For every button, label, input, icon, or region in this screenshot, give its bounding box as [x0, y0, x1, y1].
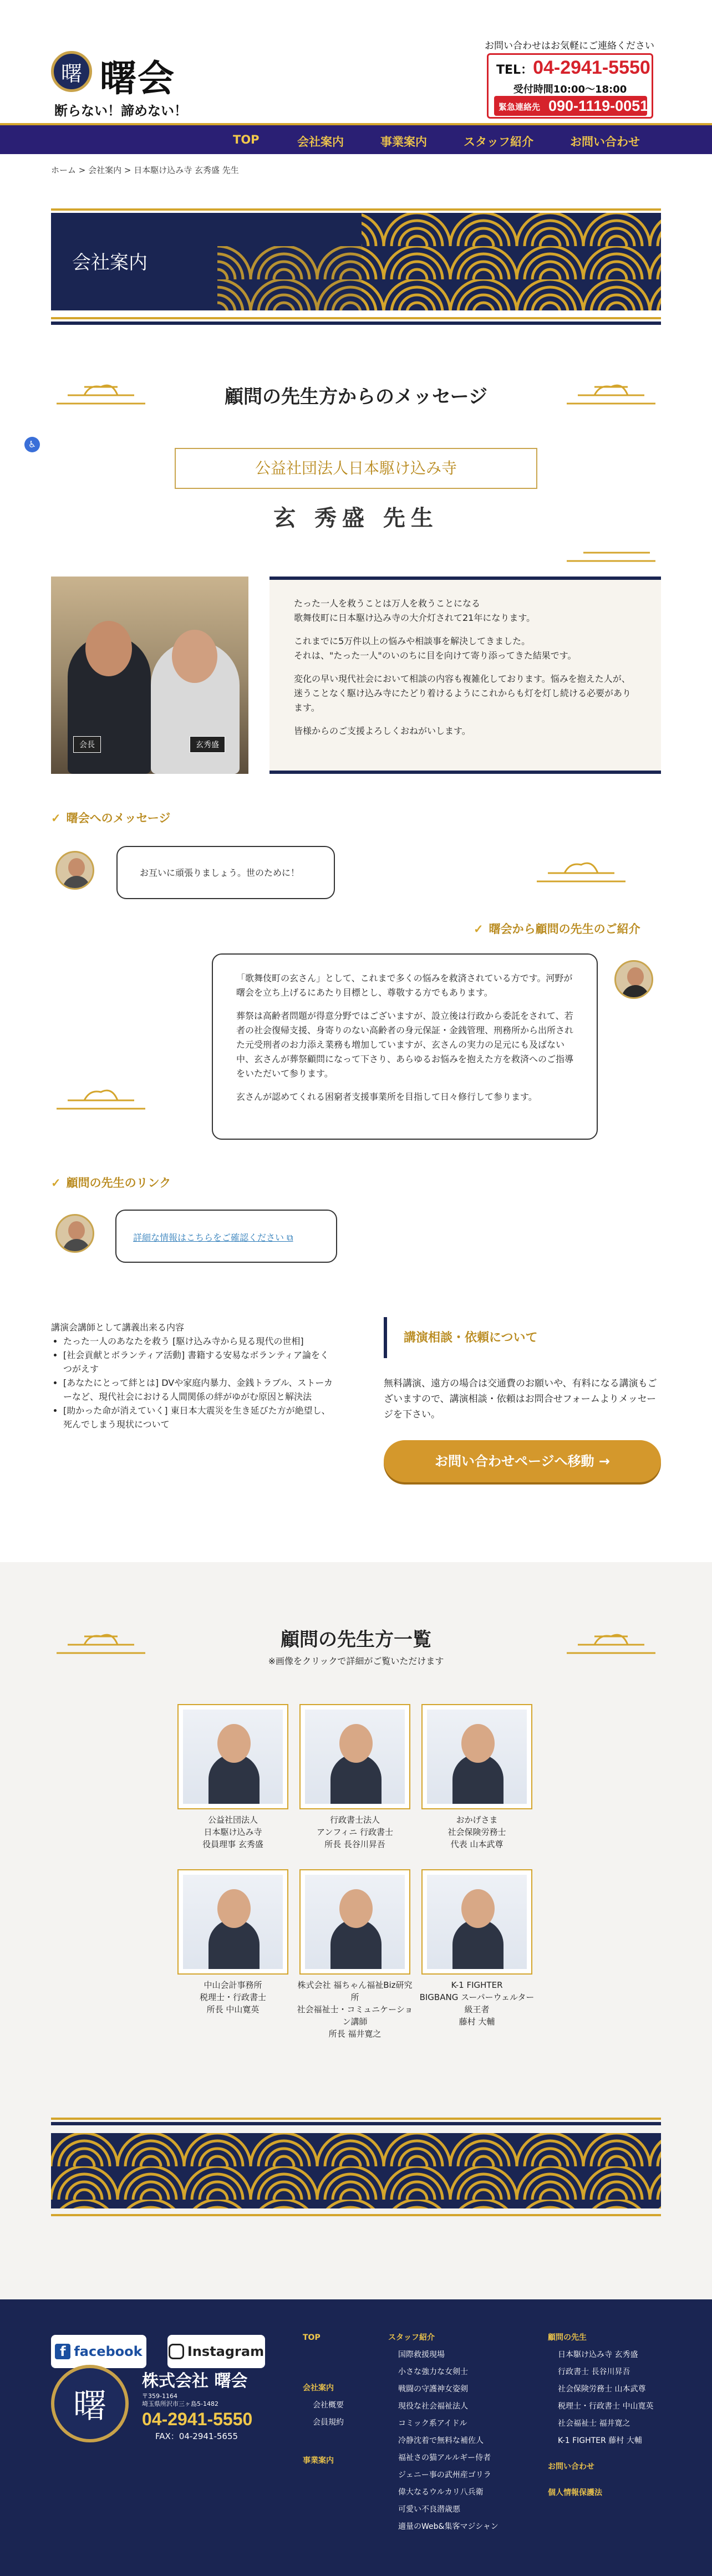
message-line-2: 歌舞伎町に日本駆け込み寺の大介灯されて21年になります。 [294, 613, 536, 623]
speech-bubble-link [115, 1210, 337, 1263]
lecture-topics [51, 1320, 334, 1431]
logo-text: 曙会 [100, 57, 175, 100]
contact-box [487, 53, 653, 119]
advisor-card[interactable] [299, 1704, 410, 1809]
footer-staff-link[interactable]: 国際救援現場 [398, 2350, 445, 2359]
site-header [0, 0, 712, 123]
bottom-rule-gold-2 [51, 2214, 661, 2216]
check-icon: ✓ [51, 811, 61, 825]
external-link-icon: ⧉ [287, 1232, 293, 1243]
footer-link-company[interactable]: 会社案内 [303, 2384, 334, 2393]
wave-pattern-bottom [51, 2133, 661, 2208]
banner-rule-top [51, 208, 661, 211]
advisor-caption[interactable]: K-1 FIGHTER BIGBANG スーパーウェルター級王者 藤村 大輔 [419, 1980, 535, 2027]
tel-label: TEL： [496, 63, 533, 77]
facebook-button[interactable]: f facebook [51, 2335, 146, 2368]
advisor-portrait [305, 1875, 405, 1969]
site-logo[interactable] [51, 45, 206, 118]
bottom-rule-navy [51, 2122, 661, 2125]
advisor-portrait [183, 1710, 283, 1804]
advisor-avatar-2 [55, 1214, 94, 1253]
heading-to-akebono: ✓ 曙会へのメッセージ [51, 811, 171, 825]
advisor-list-note: ※画像をクリックで詳細がご覧いただけます [268, 1656, 444, 1666]
business-hours: 受付時間10:00～18:00 [513, 84, 627, 95]
advisor-caption[interactable]: おかげさま 社会保険労務士 代表 山本武尊 [447, 1815, 506, 1849]
intro-para-3: 玄さんが認めてくれる困窮者支援事業所を目指して日々修行して参ります。 [236, 1091, 537, 1102]
breadcrumb[interactable]: ホーム > 会社案内 > 日本駆け込み寺 玄秀盛 先生 [51, 165, 239, 175]
advisor-caption[interactable]: 中山会計事務所 税理士・行政書士 所長 中山寛英 [199, 1980, 266, 2014]
advisor-avatar [55, 851, 94, 890]
person-right-head [172, 630, 217, 683]
cloud-ornament-right-2 [561, 533, 661, 572]
advisor-name: 玄 秀盛 先生 [273, 505, 439, 531]
footer-link-contact[interactable]: お問い合わせ [548, 2462, 594, 2471]
advisor-caption[interactable]: 行政書士法人 アンフィニ 行政書士 所長 長谷川昇吾 [317, 1815, 393, 1849]
advisor-card[interactable] [177, 1869, 288, 1975]
footer-staff-link[interactable]: 現役な社会福祉法人 [398, 2402, 468, 2411]
footer-advisor-link[interactable]: 社会保険労務士 山本武尊 [558, 2385, 646, 2394]
facebook-icon: f [55, 2344, 70, 2359]
inquiry-text: 無料講演、遠方の場合は交通費のお願いや、有料になる講演もございますので、講演相談・依頼はお問合せフォームよりメッセージを下さい。 [384, 1378, 657, 1420]
footer-advisor-link[interactable]: 税理士・行政書士 中山寛英 [558, 2402, 654, 2411]
footer-staff-link[interactable]: 冷静沈着で無料な補佐人 [398, 2436, 484, 2445]
intro-para-2: 葬祭は高齢者問題が得意分野ではございますが、設立後は行政から委託をされて、若者の社会復帰支援、身寄りのない高齢者の身元保証・金銭管理、刑務所から出所された元受刑者のお力添え業務も増加していますが、玄さんの実力の足元にも及ばない中、玄さんが葬祭顧問になって下さり、あらゆるお悩みを抱えた方を救済へのご指導をいただいて参ります。 [236, 1011, 574, 1079]
global-nav [0, 123, 712, 154]
intro-para-1: 「歌舞伎町の玄さん」として、これまで多くの悩みを救済されている方です。河野が曙会を立ち上げるにあたり目標とし、尊敬する方でもあります。 [236, 973, 573, 998]
check-icon: ✓ [474, 922, 484, 936]
advisor-card[interactable] [299, 1869, 410, 1975]
footer-advisor-link[interactable]: 行政書士 長谷川昇吾 [558, 2368, 630, 2376]
footer-col-2 [388, 2329, 499, 2536]
nav-contact[interactable]: お問い合わせ [570, 135, 640, 149]
heading-links: ✓ 顧問の先生のリンク [51, 1176, 171, 1190]
contact-note: お問い合わせはお気軽にご連絡ください [485, 40, 654, 52]
advisor-card[interactable] [177, 1704, 288, 1809]
inquiry-title: 講演相談・依頼について [384, 1317, 661, 1358]
speech-bubble-from-akebono [212, 953, 598, 1140]
advisor-card[interactable] [421, 1704, 532, 1809]
message-line-5: 変化の早い現代社会において相談の内容も複雑化しております。悩みを抱えた人が、迷うことなく駆け込み寺にたどり着けるようにこれからも灯を灯し続ける必要があります。 [294, 674, 632, 713]
footer-link-privacy[interactable]: 個人情報保護法 [548, 2488, 602, 2497]
footer-staff-link[interactable]: 小さな強力な女剣士 [398, 2368, 468, 2376]
banner-title: 会社案内 [72, 252, 148, 274]
footer-advisor-link[interactable]: 社会福祉士 福井寛之 [558, 2419, 630, 2428]
tagline: 断らない！諦めない！ [54, 103, 187, 119]
banner-rule-gold [51, 317, 661, 319]
heading-from-akebono: ✓ 曙会から顧問の先生のご紹介 [474, 922, 640, 936]
lecture-item: • [社会貢献とボランティア活動] 書籍する安易なボランティア論をくつがえす [63, 1348, 334, 1376]
message-line-3: これまでに5万件以上の悩みや相談事を解決してきました。 [294, 636, 531, 646]
footer-company [51, 2365, 273, 2448]
photo-label-right: 玄秀盛 [190, 736, 225, 753]
speech-bubble-to-akebono [116, 846, 335, 899]
bubble-text: お互いに頑張りましょう。世のために！ [140, 868, 300, 878]
footer-link-advisors[interactable]: 顧問の先生 [548, 2333, 587, 2342]
check-icon: ✓ [51, 1176, 61, 1190]
lecture-item: • [助かった命が消えていく] 東日本大震災を生き延びた方が絶望し、死んでしまう現状について [63, 1404, 334, 1431]
contact-block [481, 38, 659, 121]
emergency-label: 緊急連絡先 [499, 102, 541, 112]
logo-emblem: 曙 [51, 51, 92, 92]
emergency-number[interactable]: 090-1119-0051 [548, 98, 649, 114]
cloud-ornament-left-2 [51, 1081, 151, 1120]
footer-link-terms[interactable]: 会員規約 [313, 2418, 344, 2427]
footer-col-3 [548, 2329, 653, 2502]
banner-rule-navy [51, 322, 661, 325]
advisor-portrait [305, 1710, 405, 1804]
org-name-box: 公益社団法人日本駆け込み寺 [175, 448, 537, 489]
footer-logo[interactable]: 曙 [51, 2365, 129, 2442]
advisor-photo [51, 577, 248, 774]
advisor-caption[interactable]: 株式会社 福ちゃん福祉Biz研究所 社会福祉士・コミュニケーション講師 所長 福井寛之 [297, 1980, 413, 2039]
instagram-icon [169, 2344, 184, 2359]
akebono-avatar [614, 960, 653, 999]
accessibility-icon[interactable]: ♿ [24, 437, 40, 452]
footer-advisor-link[interactable]: K-1 FIGHTER 藤村 大輔 [558, 2436, 642, 2445]
footer-advisor-link[interactable]: 日本駆け込み寺 玄秀盛 [558, 2350, 638, 2359]
advisor-caption[interactable]: 公益社団法人 日本駆け込み寺 役員理事 玄秀盛 [202, 1815, 263, 1849]
lecture-item: • [あなたにとって絆とは] DVや家庭内暴力、金銭トラブル、ストーカーなど、現代社会における人間関係の絆がゆがむ原因と解決法 [63, 1376, 334, 1404]
footer-col-1 [303, 2329, 344, 2470]
message-line-4: それは、"たった一人"のいのちに目を向けて寄り添ってきた結果です。 [294, 650, 577, 661]
message-line-6: 皆様からのご支援よろしくおねがいします。 [294, 726, 471, 736]
bottom-banner [51, 2133, 661, 2208]
advisor-portrait [183, 1875, 283, 1969]
footer-staff-link[interactable]: 福祉さの猫アルルギー侍者 [398, 2453, 491, 2462]
nav-staff[interactable]: スタッフ紹介 [464, 135, 533, 149]
photo-label-left: 会長 [73, 736, 101, 753]
footer-staff-link[interactable]: コミック系アイドル [398, 2419, 467, 2428]
detail-link[interactable]: 詳細な情報はこちらをご確認ください ⧉ [133, 1232, 293, 1243]
advisor-card[interactable] [421, 1869, 532, 1975]
lecture-title: 講演会講師として講義出来る内容 [51, 1322, 185, 1333]
footer-link-staff[interactable]: スタッフ紹介 [388, 2333, 435, 2342]
footer-link-overview[interactable]: 会社概要 [313, 2401, 344, 2410]
advisor-portrait [427, 1710, 527, 1804]
contact-page-button[interactable]: お問い合わせページへ移動 → [384, 1440, 661, 1482]
footer-staff-link[interactable]: 可愛い不良潜歳悪 [398, 2505, 460, 2514]
tel-number[interactable]: 04-2941-5550 [533, 57, 650, 78]
message-line-1: たった一人を救うことは万人を救うことになる [294, 598, 481, 609]
footer-link-business[interactable]: 事業案内 [303, 2456, 334, 2465]
footer-company-name: 株式会社 曙会 [142, 2371, 248, 2391]
footer-staff-link[interactable]: 戦闘の守護神女姿剣 [398, 2385, 468, 2394]
instagram-button[interactable]: Instagram [167, 2335, 265, 2368]
tel-row[interactable] [496, 57, 650, 79]
footer-address: 〒359-1164 埼玉県所沢市三ヶ島5-1482 [142, 2393, 218, 2407]
nav-company[interactable]: 会社案内 [297, 135, 344, 149]
person-left-head [85, 621, 132, 676]
advisor-list-title: 顧問の先生方一覧 [281, 1629, 431, 1651]
bottom-rule-gold [51, 2118, 661, 2120]
page-banner [51, 213, 661, 310]
footer-staff-link[interactable]: 適量のWeb&集客マジシャン [398, 2522, 499, 2531]
message-box [269, 577, 661, 774]
emergency-contact[interactable] [494, 96, 647, 116]
lecture-item: • たった一人のあなたを救う [駆け込み寺から見る現代の世相] [63, 1334, 334, 1348]
footer-link-top[interactable]: TOP [303, 2333, 321, 2342]
section-title-messages: 顧問の先生方からのメッセージ [225, 386, 487, 408]
nav-business[interactable]: 事業案内 [380, 135, 427, 149]
footer-fax: FAX：04-2941-5655 [155, 2431, 238, 2441]
nav-top[interactable]: TOP [233, 133, 260, 146]
advisor-portrait [427, 1875, 527, 1969]
footer-staff-link[interactable]: ジェニー事の武州産ゴリラ [398, 2471, 491, 2480]
footer-staff-link[interactable]: 偉大なるウルカリ八兵衛 [398, 2488, 484, 2497]
cloud-ornament-right-3 [531, 854, 631, 892]
footer-tel[interactable]: 04-2941-5550 [142, 2409, 253, 2429]
